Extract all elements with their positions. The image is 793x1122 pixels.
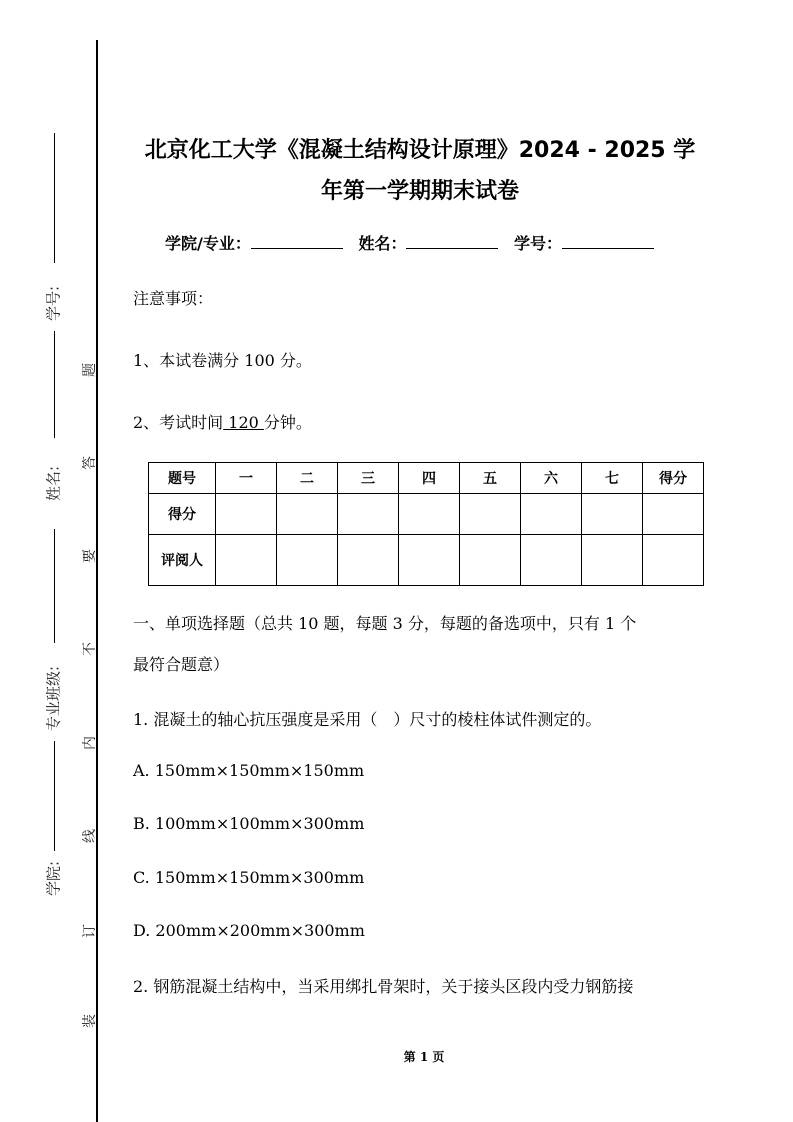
table-header-row: [149, 463, 704, 494]
section-heading-cont: 最符合题意）: [133, 655, 230, 674]
student-id-label: 学号：: [514, 234, 563, 253]
seal-char: 线: [82, 829, 98, 843]
option-c: C. 150mm×150mm×300mm: [133, 868, 365, 887]
margin-line: [54, 133, 55, 263]
table-header: 三: [338, 463, 399, 494]
seal-char: 内: [82, 736, 98, 750]
table-row: [149, 535, 704, 586]
seal-char: 订: [82, 924, 98, 938]
table-cell: [643, 494, 704, 535]
table-cell: [521, 494, 582, 535]
seal-char: 要: [82, 549, 98, 563]
college-label: 学院/专业：: [165, 234, 251, 253]
exam-duration: 120: [223, 413, 264, 432]
table-header: 五: [460, 463, 521, 494]
notes-heading: 注意事项：: [133, 289, 214, 308]
name-blank[interactable]: [406, 234, 498, 249]
seal-char: 装: [82, 1014, 98, 1028]
margin-line: [54, 741, 55, 851]
score-table: [148, 462, 704, 586]
college-blank[interactable]: [251, 234, 343, 249]
student-info-row: [165, 231, 664, 254]
row-label: 评阅人: [149, 535, 216, 586]
table-header: 六: [521, 463, 582, 494]
table-cell: [582, 494, 643, 535]
table-cell: [582, 535, 643, 586]
table-cell: [521, 535, 582, 586]
table-header: 题号: [149, 463, 216, 494]
student-id-blank[interactable]: [562, 234, 654, 249]
table-cell: [338, 535, 399, 586]
table-cell: [338, 494, 399, 535]
option-b: B. 100mm×100mm×300mm: [133, 814, 365, 833]
page-number: 第 1 页: [403, 1050, 445, 1064]
margin-line: [54, 331, 55, 438]
margin-label-student-id: 学号:: [44, 285, 63, 322]
binding-line: [96, 40, 98, 1122]
table-header: 得分: [643, 463, 704, 494]
margin-label-college: 学院:: [44, 860, 63, 897]
table-cell: [277, 494, 338, 535]
seal-char: 不: [82, 642, 98, 656]
question-stem: 1. 混凝土的轴心抗压强度是采用（ ）尺寸的棱柱体试件测定的。: [133, 710, 602, 729]
table-cell: [399, 494, 460, 535]
table-cell: [460, 494, 521, 535]
table-cell: [460, 535, 521, 586]
table-header: 一: [216, 463, 277, 494]
name-label: 姓名：: [358, 234, 407, 253]
question-stem: 2. 钢筋混凝土结构中，当采用绑扎骨架时，关于接头区段内受力钢筋接: [133, 977, 634, 996]
margin-label-class: 专业班级:: [44, 665, 63, 732]
table-row: [149, 494, 704, 535]
table-cell: [216, 535, 277, 586]
table-cell: [643, 535, 704, 586]
table-header: 四: [399, 463, 460, 494]
table-cell: [277, 535, 338, 586]
margin-line: [54, 529, 55, 643]
section-heading: 一、单项选择题（总共 10 题，每题 3 分，每题的备选项中，只有 1 个: [133, 614, 637, 633]
table-cell: [399, 535, 460, 586]
exam-title-line1: 北京化工大学《混凝土结构设计原理》2024 - 2025 学: [144, 138, 696, 163]
table-header: 七: [582, 463, 643, 494]
option-a: A. 150mm×150mm×150mm: [133, 761, 365, 780]
table-cell: [216, 494, 277, 535]
seal-char: 答: [82, 456, 98, 470]
option-d: D. 200mm×200mm×300mm: [133, 921, 365, 940]
row-label: 得分: [149, 494, 216, 535]
note-item: [133, 410, 312, 433]
margin-label-name: 姓名:: [44, 465, 63, 502]
note-text: 分钟。: [263, 413, 312, 432]
note-text: 2、考试时间: [133, 413, 224, 432]
seal-char: 题: [82, 363, 98, 377]
table-header: 二: [277, 463, 338, 494]
note-item: 1、本试卷满分 100 分。: [133, 351, 312, 370]
exam-title-line2: 年第一学期期末试卷: [320, 179, 519, 204]
